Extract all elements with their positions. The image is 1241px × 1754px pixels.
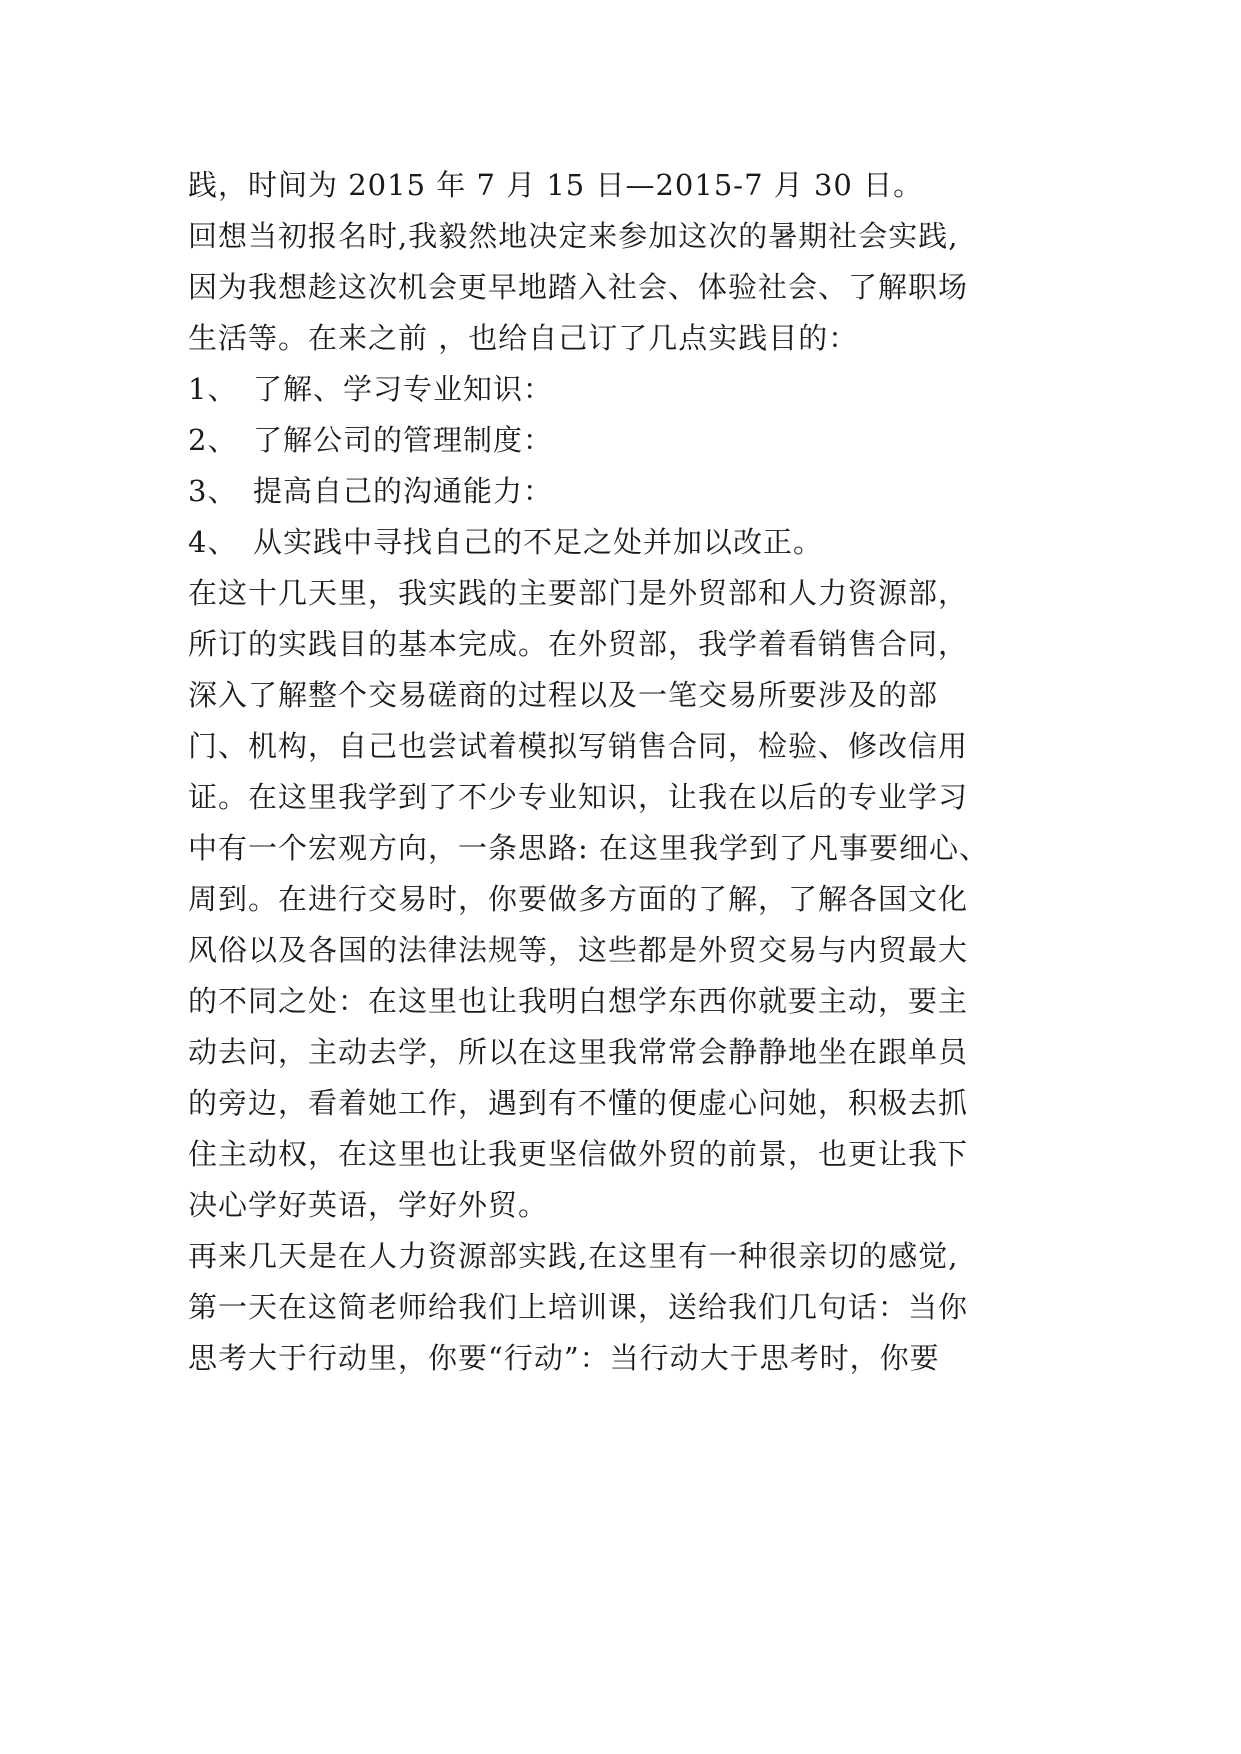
text-line: 因为我想趁这次机会更早地踏入社会、体验社会、了解职场 xyxy=(188,270,969,304)
text-line: 践，时间为 2015 年 7 月 15 日—2015-7 月 30 日。 xyxy=(188,168,924,202)
text-line: 中有一个宏观方向，一条思路: 在这里我学到了凡事要细心、 xyxy=(188,831,989,865)
text-line: 第一天在这简老师给我们上培训课，送给我们几句话：当你 xyxy=(188,1290,969,1324)
text-line: 证。在这里我学到了不少专业知识，让我在以后的专业学习 xyxy=(188,780,969,814)
text-line: 门、机构，自己也尝试着模拟写销售合同，检验、修改信用 xyxy=(188,729,969,763)
document-body xyxy=(188,160,1088,1384)
text-line: 周到。在进行交易时，你要做多方面的了解，了解各国文化 xyxy=(188,882,969,916)
list-item: 2、 了解公司的管理制度： xyxy=(188,423,553,457)
text-line: 决心学好英语，学好外贸。 xyxy=(188,1188,549,1222)
text-line: 回想当初报名时,我毅然地决定来参加这次的暑期社会实践, xyxy=(188,219,959,253)
list-item: 3、 提高自己的沟通能力： xyxy=(188,474,553,508)
text-line: 思考大于行动里，你要“行动”：当行动大于思考时，你要 xyxy=(188,1341,940,1375)
text-line: 再来几天是在人力资源部实践,在这里有一种很亲切的感觉, xyxy=(188,1239,959,1273)
text-line: 生活等。在来之前 ，也给自己订了几点实践目的： xyxy=(188,321,859,355)
text-line: 的不同之处：在这里也让我明白想学东西你就要主动，要主 xyxy=(188,984,969,1018)
list-item: 4、 从实践中寻找自己的不足之处并加以改正。 xyxy=(188,525,823,559)
text-line: 所订的实践目的基本完成。在外贸部，我学着看销售合同， xyxy=(188,627,969,661)
text-line: 动去问，主动去学，所以在这里我常常会静静地坐在跟单员 xyxy=(188,1035,969,1069)
text-line: 住主动权，在这里也让我更坚信做外贸的前景，也更让我下 xyxy=(188,1137,969,1171)
text-line: 深入了解整个交易磋商的过程以及一笔交易所要涉及的部 xyxy=(188,678,939,712)
text-line: 的旁边，看着她工作，遇到有不懂的便虚心问她，积极去抓 xyxy=(188,1086,969,1120)
text-line: 在这十几天里，我实践的主要部门是外贸部和人力资源部， xyxy=(188,576,969,610)
list-item: 1、 了解、学习专业知识： xyxy=(188,372,553,406)
text-line: 风俗以及各国的法律法规等，这些都是外贸交易与内贸最大 xyxy=(188,933,969,967)
